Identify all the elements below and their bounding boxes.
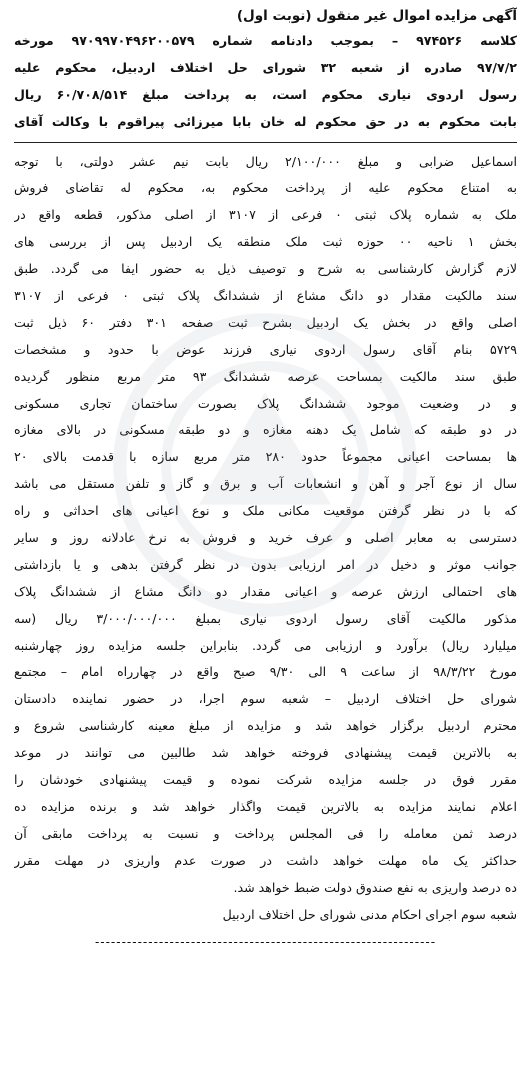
section-divider [14, 142, 517, 143]
notice-heading: آگهی مزایده اموال غیر منقول (نوبت اول) [236, 8, 517, 24]
notice-line: اعلام نمایند مزایده به بالاترین قیمت واگذار خواهد شد و برنده مزایده ده [14, 798, 517, 814]
notice-line: سال از نوع آجر و آهن و انشعابات آب و برق و گاز و تلفن مستقل می باشد [14, 476, 517, 492]
notice-line: اسماعیل ضرابی و مبلغ ۲/۱۰۰/۰۰۰ ریال بابت نیم عشر دولتی، با توجه [14, 153, 517, 169]
notice-line: به امتناع محکوم علیه از پرداخت محکوم به، محکوم له تقاضای فروش [14, 180, 517, 196]
notice-line: حداکثر یک ماه مهلت خواهد داشت در صورت عدم واریزی در مهلت مقرر [14, 852, 517, 868]
notice-line: طبق سند مالکیت بمساحت عرصه ششدانگ ۹۳ متر مربع منظور گردیده [14, 368, 517, 384]
notice-line: جوانب موثر و دخیل در امر ارزیابی بدون در نظر گرفتن بدهی و یا بازداشتی [14, 556, 517, 572]
notice-body [14, 28, 517, 902]
notice-line: میلیارد ریال) برآورد و ارزیابی می گردد. بنابراین جلسه مزایده روز چهارشنبه [14, 637, 517, 653]
notice-line: و در وضعیت موجود ششدانگ پلاک بصورت ساختمان تجاری مسکونی [14, 395, 517, 411]
notice-line: ده درصد واریزی به نفع صندوق دولت ضبط خواهد شد. [233, 879, 517, 895]
notice-line: شورای حل اختلاف اردبیل – شعبه سوم اجرا، در حضور نماینده دادستان [14, 691, 517, 707]
notice-line: مقرر فوق در جلسه مزایده شرکت نموده و قیمت پیشنهادی خودشان را [14, 772, 517, 788]
footer-dash-line: ---------------------------------------------------------------- [94, 935, 437, 950]
notice-line: ها بمساحت اعیانی مجموعاً حدود ۲۸۰ متر مربع سازه با قدمت بالای ۲۰ [14, 449, 517, 465]
notice-line: ۹۷/۷/۲ صادره از شعبه ۳۲ شورای حل اختلاف اردبیل، محکوم علیه [14, 59, 517, 75]
issuer-signature-line: شعبه سوم اجرای احکام مدنی شورای حل اختلاف اردبیل [222, 906, 517, 922]
notice-line: دسترسی به معابر اصلی و عرف خرید و فروش به نرخ عادلانه روز و سایر [14, 530, 517, 546]
notice-line: رسول اردوی نیاری محکوم است، به پرداخت مبلغ ۶۰/۷۰۸/۵۱۴ ریال [14, 86, 517, 102]
notice-line: مذکور مالکیت آقای رسول اردوی نیاری بمبلغ ۳/۰۰۰/۰۰۰/۰۰۰ ریال (سه [14, 610, 517, 626]
notice-line: که با در نظر گرفتن موقعیت مکانی ملک و نوع اعیانی های احداثی و راه [14, 503, 517, 519]
notice-line: به بالاترین قیمت پیشنهادی فروخته خواهد شد طالبین می توانند در موعد [14, 745, 517, 761]
notice-line: درصد ثمن معامله را فی المجلس پرداخت و نسبت به پرداخت مابقی آن [14, 825, 517, 841]
notice-line: کلاسه ۹۷۴۵۲۶ – بموجب دادنامه شماره ۹۷۰۹۹۷۰۴۹۶۲۰۰۵۷۹ مورخه [14, 33, 517, 48]
notice-line: های احتمالی ارزش عرصه و اعیانی مقدار دو دانگ مشاع از ششدانگ پلاک [14, 583, 517, 599]
notice-line: سند مالکیت مقدار دو دانگ مشاع از ششدانگ پلاک ثبتی ۰ فرعی از ۳۱۰۷ [14, 288, 517, 304]
notice-line: بخش ۱ ناحیه ۰۰ حوزه ثبت ملک منطقه یک اردبیل پس از بررسی های [14, 234, 517, 250]
notice-line: محترم اردبیل برگزار خواهد شد و مزایده از مبلغ معینه کارشناسی شروع و [14, 718, 517, 734]
notice-line: لازم گزارش کارشناسی به شرح و توصیف ذیل به حضور ایفا می گردد. طبق [14, 261, 517, 277]
notice-line: مورخ ۹۸/۳/۲۲ از ساعت ۹ الی ۹/۳۰ صبح واقع در چهارراه امام – مجتمع [14, 664, 517, 680]
notice-line: بابت محکوم به در حق محکوم له خان بابا میرزائی پیراقوم با وکالت آقای [14, 113, 517, 129]
notice-line: اصلی واقع در بخش یک اردبیل بشرح ثبت صفحه ۳۰۱ دفتر ۶۰ ذیل ثبت [14, 314, 517, 330]
notice-line: ۵۷۲۹ بنام آقای رسول اردوی نیاری فرزند عوض با حدود و مشخصات [14, 341, 517, 357]
notice-line: در دو طبقه که شامل یک دهنه مغازه و دو طبقه مسکونی در بالای مغازه [14, 422, 517, 438]
notice-line: ملک به شماره پلاک ثبتی ۰ فرعی از ۳۱۰۷ از اصلی مذکور، قطعه واقع در [14, 207, 517, 223]
